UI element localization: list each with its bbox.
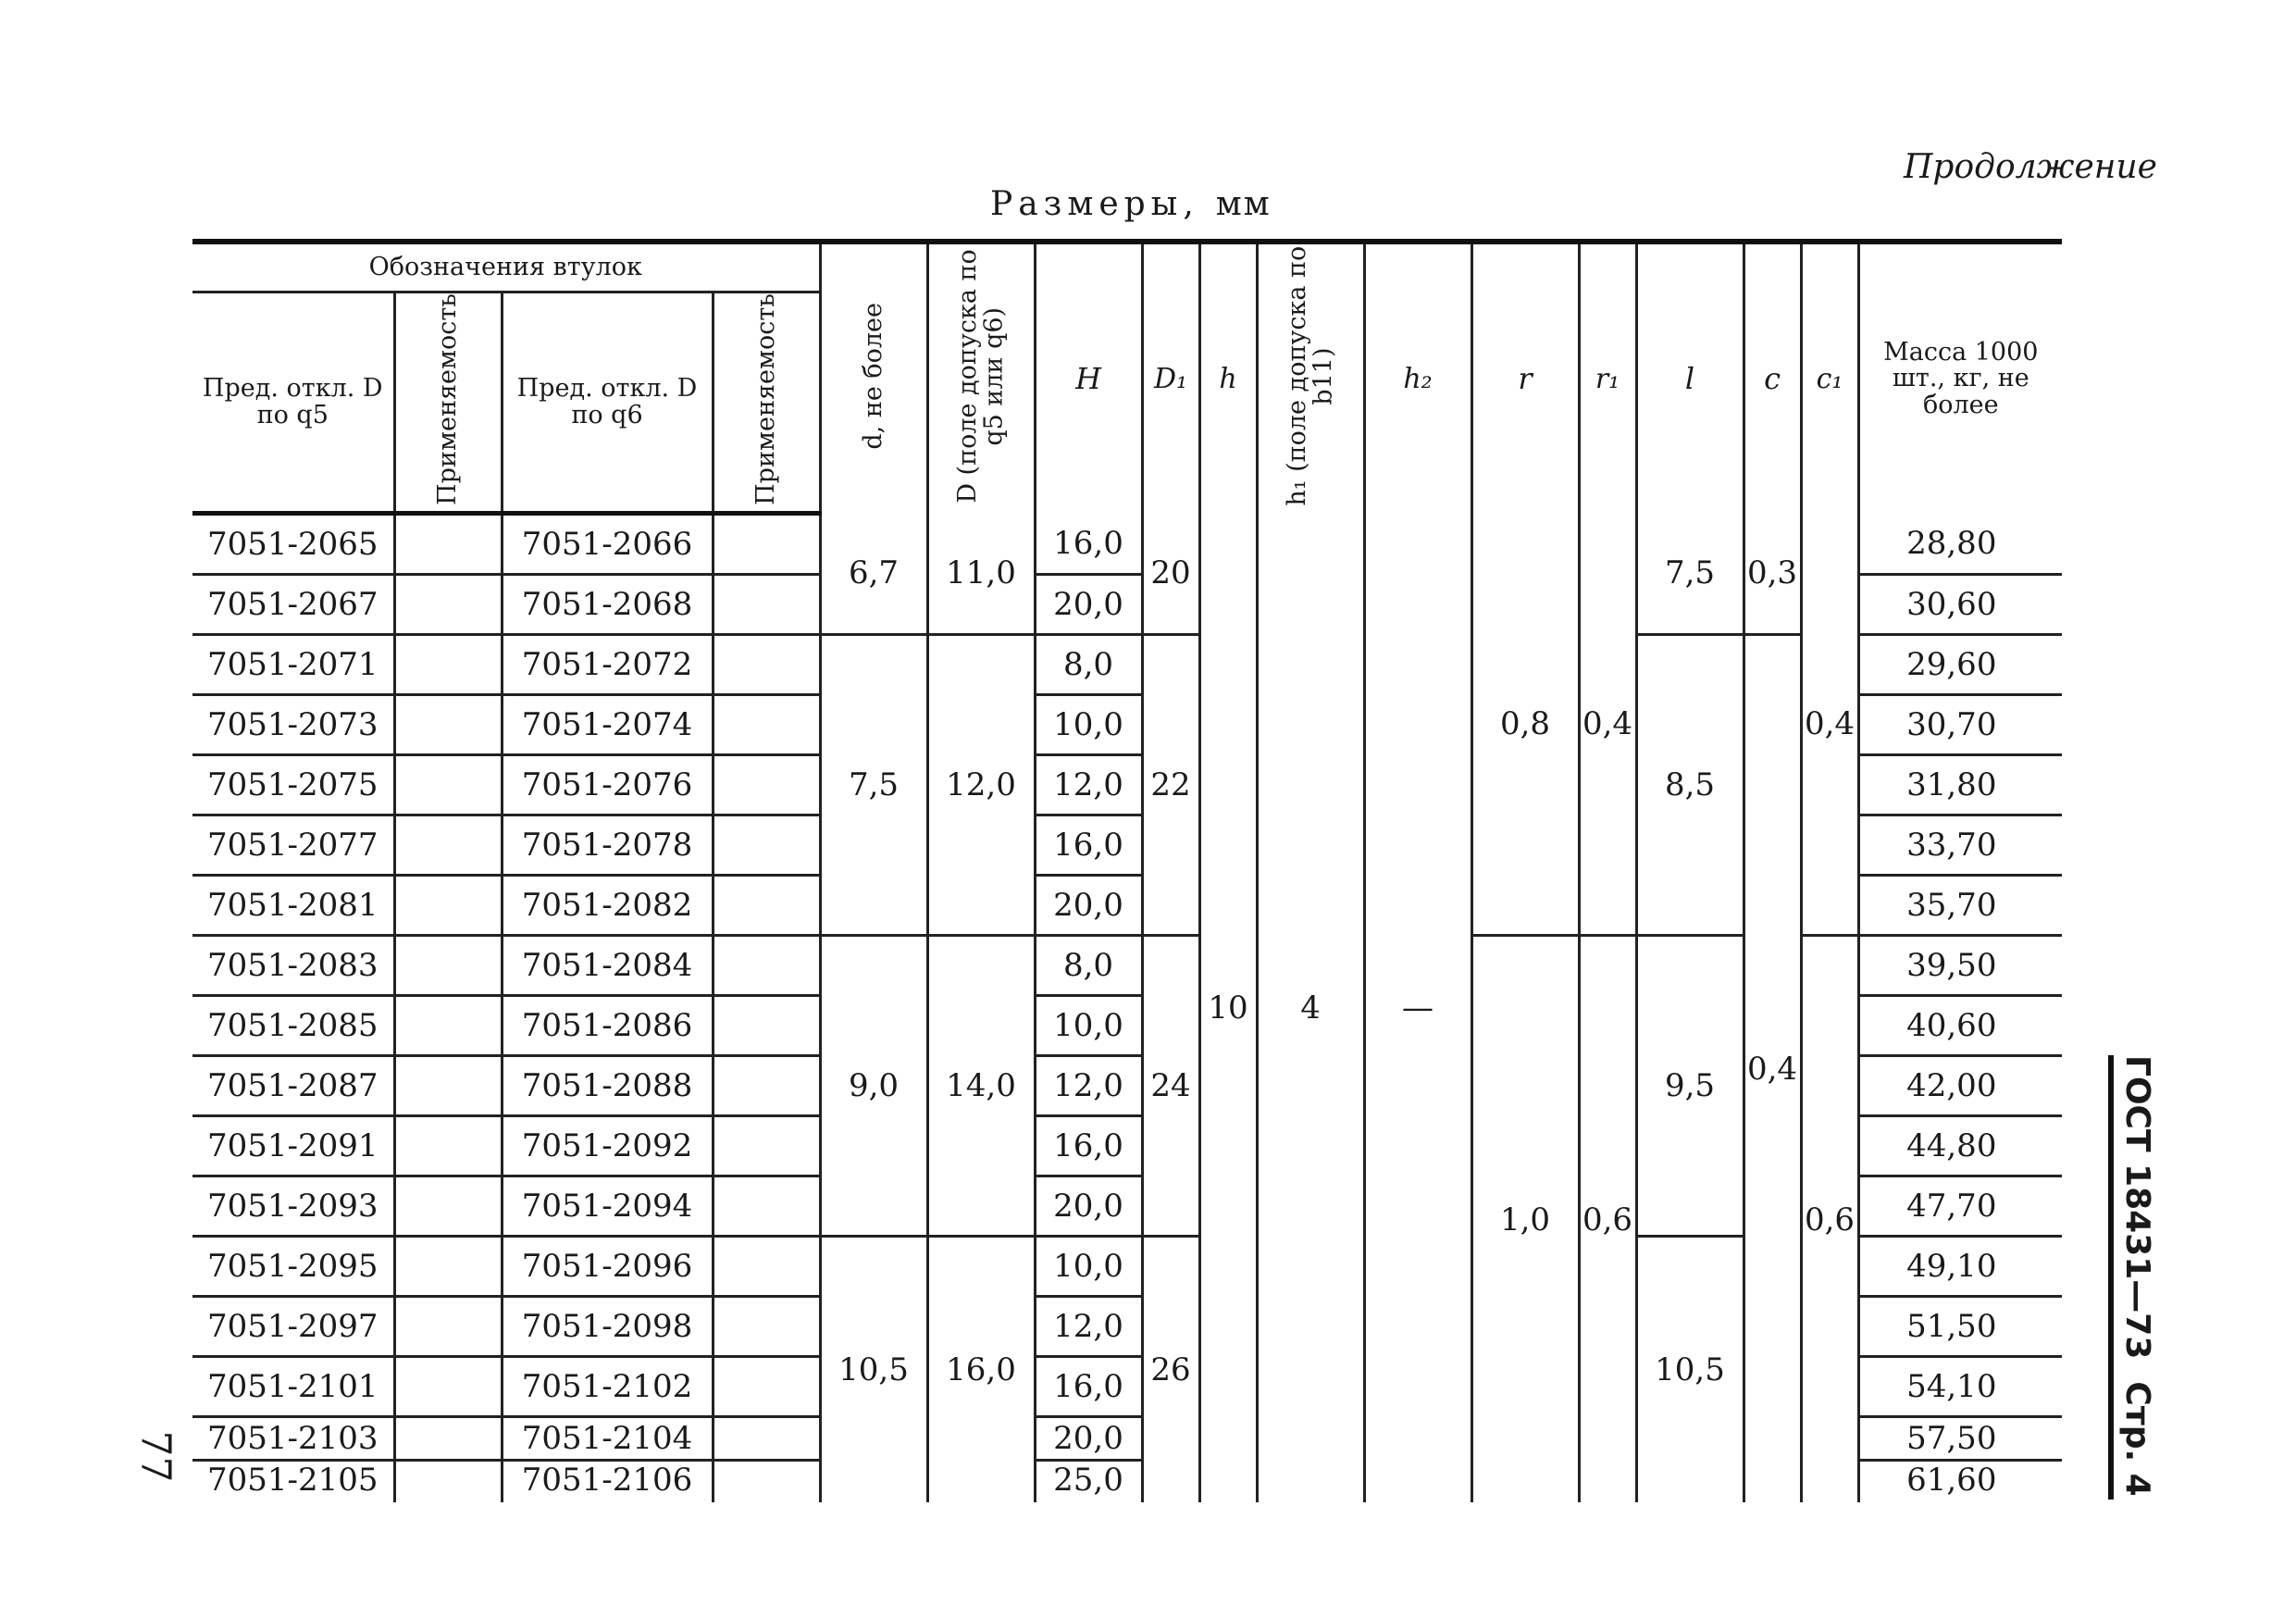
cell-D1: 24 xyxy=(1142,936,1199,1237)
cell-applicability xyxy=(713,1116,820,1176)
continued-label: Продолжение xyxy=(1904,148,2157,186)
cell-H: 8,0 xyxy=(1035,936,1142,996)
header-h: h xyxy=(1199,242,1257,514)
cell-applicability xyxy=(713,1297,820,1357)
cell-D: 11,0 xyxy=(927,514,1035,635)
cell-c: 0,3 xyxy=(1744,514,1801,635)
cell-applicability xyxy=(394,575,502,635)
cell-q6: 7051-2092 xyxy=(502,1116,713,1176)
cell-H: 12,0 xyxy=(1035,755,1142,815)
cell-l: 8,5 xyxy=(1636,635,1744,936)
cell-h2: — xyxy=(1364,514,1471,1503)
cell-applicability xyxy=(394,1417,502,1461)
cell-mass: 35,70 xyxy=(1858,876,2062,936)
cell-mass: 47,70 xyxy=(1858,1176,2062,1237)
cell-applicability xyxy=(713,876,820,936)
cell-q5: 7051-2083 xyxy=(192,936,394,996)
cell-q5: 7051-2065 xyxy=(192,514,394,575)
header-mass: Масса 1000 шт., кг, не более xyxy=(1858,242,2062,514)
cell-q5: 7051-2077 xyxy=(192,815,394,876)
header-l: l xyxy=(1636,242,1744,514)
header-applicability-2 xyxy=(713,292,820,514)
dimensions-caption xyxy=(990,185,1272,223)
header-q5: Пред. откл. D по q5 xyxy=(192,292,394,514)
cell-q5: 7051-2097 xyxy=(192,1297,394,1357)
cell-h1: 4 xyxy=(1257,514,1364,1503)
cell-applicability xyxy=(394,695,502,755)
cell-r1: 0,6 xyxy=(1579,936,1636,1503)
cell-applicability xyxy=(394,936,502,996)
cell-h: 10 xyxy=(1199,514,1257,1503)
cell-q6: 7051-2074 xyxy=(502,695,713,755)
header-applicability-1-label: Применяемость xyxy=(432,293,462,505)
cell-c: 0,4 xyxy=(1744,635,1801,1503)
cell-c1: 0,6 xyxy=(1801,936,1858,1503)
cell-applicability xyxy=(394,514,502,575)
cell-mass: 40,60 xyxy=(1858,996,2062,1056)
header-H: H xyxy=(1035,242,1142,514)
header-h1 xyxy=(1257,242,1364,514)
cell-applicability xyxy=(713,514,820,575)
cell-H: 10,0 xyxy=(1035,996,1142,1056)
cell-applicability xyxy=(394,815,502,876)
cell-H: 20,0 xyxy=(1035,575,1142,635)
cell-D: 16,0 xyxy=(927,1237,1035,1503)
cell-mass: 57,50 xyxy=(1858,1417,2062,1461)
cell-H: 8,0 xyxy=(1035,635,1142,695)
gost-side-label xyxy=(2110,1055,2166,1500)
cell-d: 6,7 xyxy=(820,514,927,635)
cell-H: 20,0 xyxy=(1035,876,1142,936)
cell-q5: 7051-2075 xyxy=(192,755,394,815)
header-bushing-designations: Обозначения втулок xyxy=(368,252,642,281)
page-number: 77 xyxy=(131,1430,180,1483)
cell-r: 1,0 xyxy=(1471,936,1579,1503)
header-D1: D₁ xyxy=(1142,242,1199,514)
cell-q6: 7051-2098 xyxy=(502,1297,713,1357)
header-d xyxy=(820,242,927,514)
cell-D1: 22 xyxy=(1142,635,1199,936)
cell-q6: 7051-2068 xyxy=(502,575,713,635)
cell-mass: 61,60 xyxy=(1858,1461,2062,1503)
cell-q6: 7051-2066 xyxy=(502,514,713,575)
cell-mass: 29,60 xyxy=(1858,635,2062,695)
cell-applicability xyxy=(394,1237,502,1297)
cell-applicability xyxy=(713,996,820,1056)
gost-underline xyxy=(2108,1055,2114,1500)
cell-H: 10,0 xyxy=(1035,695,1142,755)
dimensions-unit: мм xyxy=(1215,185,1272,223)
header-r1: r₁ xyxy=(1579,242,1636,514)
bushings-table xyxy=(192,239,2062,1502)
cell-applicability xyxy=(713,936,820,996)
header-r: r xyxy=(1471,242,1579,514)
cell-q5: 7051-2105 xyxy=(206,1462,379,1500)
cell-l: 10,5 xyxy=(1636,1237,1744,1503)
cell-applicability xyxy=(713,755,820,815)
header-d-label: d, не более xyxy=(858,302,887,450)
cell-mass: 54,10 xyxy=(1858,1357,2062,1417)
cell-q6: 7051-2086 xyxy=(502,996,713,1056)
cell-H: 16,0 xyxy=(1035,1357,1142,1417)
cell-H: 16,0 xyxy=(1035,815,1142,876)
cell-r: 0,8 xyxy=(1471,514,1579,936)
cell-H: 20,0 xyxy=(1035,1176,1142,1237)
cell-applicability xyxy=(394,1116,502,1176)
cell-mass: 39,50 xyxy=(1858,936,2062,996)
cell-applicability xyxy=(713,1056,820,1116)
cell-q5: 7051-2101 xyxy=(192,1357,394,1417)
cell-applicability xyxy=(713,1461,820,1503)
cell-q5: 7051-2073 xyxy=(192,695,394,755)
cell-d: 7,5 xyxy=(820,635,927,936)
cell-H: 12,0 xyxy=(1035,1297,1142,1357)
cell-q5: 7051-2081 xyxy=(192,876,394,936)
cell-l: 7,5 xyxy=(1636,514,1744,635)
cell-mass: 33,70 xyxy=(1858,815,2062,876)
cell-q5: 7051-2085 xyxy=(192,996,394,1056)
cell-applicability xyxy=(713,1237,820,1297)
cell-q5: 7051-2087 xyxy=(192,1056,394,1116)
cell-applicability xyxy=(713,1417,820,1461)
cell-q5: 7051-2093 xyxy=(192,1176,394,1237)
cell-applicability xyxy=(713,575,820,635)
cell-q6: 7051-2106 xyxy=(502,1461,713,1503)
header-D-label: D (поле допуска по q5 или q6) xyxy=(952,248,1009,504)
header-h1-label: h₁ (поле допуска по b11) xyxy=(1282,245,1338,506)
cell-applicability xyxy=(713,1357,820,1417)
header-c1: c₁ xyxy=(1801,242,1858,514)
cell-applicability xyxy=(713,1176,820,1237)
cell-q5: 7051-2067 xyxy=(192,575,394,635)
cell-c1: 0,4 xyxy=(1801,514,1858,936)
cell-applicability xyxy=(394,755,502,815)
header-h2: h₂ xyxy=(1364,242,1471,514)
cell-l: 9,5 xyxy=(1636,936,1744,1237)
cell-mass: 44,80 xyxy=(1858,1116,2062,1176)
dimensions-caption-text: Размеры, xyxy=(990,185,1199,223)
cell-H: 10,0 xyxy=(1035,1237,1142,1297)
cell-D1: 20 xyxy=(1142,514,1199,635)
cell-q6: 7051-2102 xyxy=(502,1357,713,1417)
cell-q5: 7051-2095 xyxy=(192,1237,394,1297)
header-D xyxy=(927,242,1035,514)
cell-applicability xyxy=(713,815,820,876)
cell-d: 9,0 xyxy=(820,936,927,1237)
cell-mass: 28,80 xyxy=(1858,514,2062,575)
cell-q6: 7051-2082 xyxy=(502,876,713,936)
cell-q6: 7051-2096 xyxy=(502,1237,713,1297)
table-row xyxy=(192,514,2062,575)
cell-q5: 7051-2091 xyxy=(192,1116,394,1176)
cell-q6: 7051-2094 xyxy=(502,1176,713,1237)
header-c: c xyxy=(1744,242,1801,514)
cell-applicability xyxy=(394,1357,502,1417)
cell-D: 12,0 xyxy=(927,635,1035,936)
cell-D: 14,0 xyxy=(927,936,1035,1237)
cell-q5: 7051-2103 xyxy=(192,1417,394,1461)
cell-q6: 7051-2078 xyxy=(502,815,713,876)
gost-standard-number: ГОСТ 18431—73 xyxy=(2118,1055,2157,1360)
cell-r1: 0,4 xyxy=(1579,514,1636,936)
table-row xyxy=(192,635,2062,695)
cell-q6: 7051-2076 xyxy=(502,755,713,815)
cell-H: 25,0 xyxy=(1035,1461,1142,1503)
cell-mass: 30,60 xyxy=(1858,575,2062,635)
cell-H: 12,0 xyxy=(1035,1056,1142,1116)
gost-page-ref: Стр. 4 xyxy=(2118,1381,2157,1497)
cell-applicability xyxy=(394,996,502,1056)
cell-applicability xyxy=(394,1297,502,1357)
cell-mass: 42,00 xyxy=(1858,1056,2062,1116)
cell-q5: 7051-2071 xyxy=(192,635,394,695)
header-applicability-2-label: Применяемость xyxy=(751,293,780,505)
cell-q6: 7051-2104 xyxy=(502,1417,713,1461)
cell-H: 16,0 xyxy=(1035,1116,1142,1176)
cell-q6: 7051-2072 xyxy=(502,635,713,695)
cell-q6: 7051-2084 xyxy=(502,936,713,996)
cell-H: 20,0 xyxy=(1035,1417,1142,1461)
cell-mass: 49,10 xyxy=(1858,1237,2062,1297)
cell-d: 10,5 xyxy=(820,1237,927,1503)
cell-applicability xyxy=(394,876,502,936)
header-q6: Пред. откл. D по q6 xyxy=(502,292,713,514)
cell-q6: 7051-2088 xyxy=(502,1056,713,1116)
cell-D1: 26 xyxy=(1142,1237,1199,1503)
cell-applicability xyxy=(394,1461,502,1503)
cell-applicability xyxy=(713,695,820,755)
cell-applicability xyxy=(394,1176,502,1237)
cell-applicability xyxy=(713,635,820,695)
cell-applicability xyxy=(394,1056,502,1116)
cell-mass: 31,80 xyxy=(1858,755,2062,815)
cell-applicability xyxy=(394,635,502,695)
cell-mass: 30,70 xyxy=(1858,695,2062,755)
cell-H: 16,0 xyxy=(1035,514,1142,575)
header-applicability-1 xyxy=(394,292,502,514)
cell-mass: 51,50 xyxy=(1858,1297,2062,1357)
